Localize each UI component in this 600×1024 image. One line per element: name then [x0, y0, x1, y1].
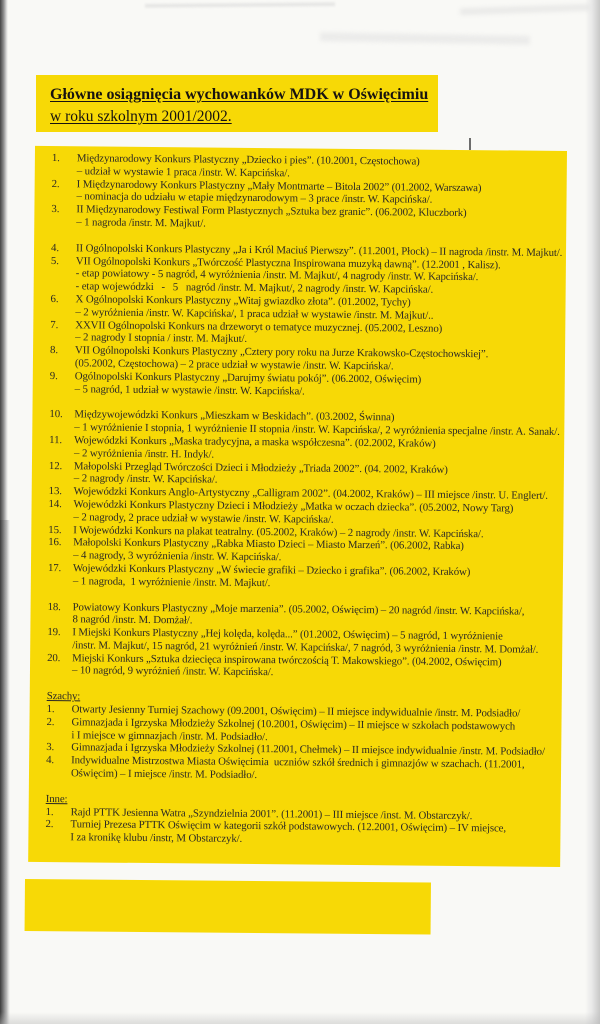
section-konkursy	[47, 152, 563, 682]
item-number: 6.	[50, 293, 59, 306]
item-text	[70, 819, 556, 849]
item-number: 4.	[46, 754, 55, 767]
list-item	[51, 255, 562, 298]
list-item	[47, 652, 558, 682]
item-line: – udział w wystawie 1 praca /instr. W. Kapcińska/.	[76, 165, 290, 180]
item-line: Gimnazjada i Igrzyska Młodzieży Szkolnej (10.2001, Oświęcim) – II miejsce w szkołach podstawowych	[71, 716, 516, 733]
item-line: – 1 wyróżnienie I stopnia, 1 wyróżnienie II stopnia /instr. W. Kapcińska/, 2 wyróżnienia specjalne /instr. A. Sanak/.	[74, 421, 560, 439]
item-line: (05.2002, Częstochowa) – 2 prace udział w wystawie /instr. W. Kapcińska/.	[74, 357, 394, 373]
list-item	[51, 203, 562, 233]
item-line: I Miejski Konkurs Plastyczny „Hej kolęda, kolęda...” (01.2002, Oświęcim) – 5 nagród, 1 wyróżnienie	[72, 626, 503, 643]
document-subtitle: w roku szkolnym 2001/2002.	[50, 108, 232, 125]
item-text	[76, 203, 562, 233]
item-line: II Międzynarodowy Festiwal Form Plastycznych „Sztuka bez granic”. (06.2002, Kluczbork)	[76, 203, 467, 220]
item-line: – 10 nagród, 9 wyróżnień /instr. W. Kapcińska/.	[71, 664, 274, 679]
item-group	[46, 703, 558, 785]
book-spine-shadow-lower	[0, 520, 10, 1024]
bottom-scan-shadow	[0, 1012, 600, 1024]
item-line: Ogólnopolski Konkurs Plastyczny „Darujmy światu pokój”. (06.2002, Oświęcim)	[74, 370, 422, 386]
item-number: 14.	[48, 497, 62, 511]
item-line: – 2 nagrody I stopnia / instr. M. Majkut/.	[75, 331, 248, 346]
item-line: I Wojewódzki Konkurs na plakat teatralny. (05.2002, Kraków) – 2 nagrody /instr. W. Kapcińska/.	[73, 523, 484, 540]
scan-tick-mark	[469, 138, 471, 150]
item-line: – 1 nagroda /instr. M. Majkut/.	[76, 216, 206, 230]
item-number: 3.	[46, 741, 55, 754]
item-line: X Ogólnopolski Konkurs Plastyczny „Witaj gwiazdko złota”. (01.2002, Tychy)	[75, 293, 411, 309]
item-number: 11.	[49, 433, 63, 447]
item-line: Oświęcim) – I miejsce /instr. M. Podsiadło/.	[70, 767, 258, 782]
item-number: 15.	[48, 523, 62, 536]
item-text	[76, 255, 562, 298]
item-number: 4.	[50, 241, 60, 254]
item-line: Wojewódzki Konkurs Plastyczny „W świecie grafiki – Dziecko i grafika”. (06.2002, Kraków)	[72, 562, 471, 578]
section-szachy	[46, 690, 558, 784]
item-number: 1.	[46, 703, 55, 716]
item-line: 8 nagród /instr. M. Domżał/.	[72, 613, 193, 627]
item-group	[51, 152, 563, 234]
item-number: 1.	[51, 152, 60, 165]
item-text	[75, 370, 561, 400]
scan-smudge	[320, 32, 530, 45]
item-text	[71, 755, 557, 785]
section-heading-inne: Inne:	[45, 792, 68, 806]
item-line: Małopolski Konkurs Plastyczny „Rabka Miasto Dzieci – Miasto Marzeń”. (06.2002, Rabka)	[73, 536, 464, 553]
document-title: Główne osiągnięcia wychowanków MDK w Oświęcimiu	[50, 86, 429, 103]
item-line: i I miejsce w gimnazjach /instr. M. Podsiadło/.	[71, 728, 268, 743]
item-number: 19.	[47, 626, 61, 639]
item-line: Wojewódzki Konkurs Anglo-Artystyczny „Calligram 2002”. (04.2002, Kraków) – III miejsce /instr. U. Englert/.	[73, 485, 548, 502]
item-line: Miejski Konkurs „Sztuka dziecięca inspirowana twórczością T. Makowskiego”. (04.2002, Oświęcim)	[72, 651, 502, 669]
item-line: – 4 nagrody, 3 wyróżnienia /instr. W. Kapcińska/.	[73, 549, 282, 564]
item-line: XXVII Ogólnopolski Konkurs na drzeworyt o tematyce muzycznej. (05.2002, Leszno)	[75, 318, 443, 335]
item-number: 10.	[49, 408, 63, 421]
item-number: 2.	[51, 177, 60, 190]
item-line: – 1 nagroda, 1 wyróżnienie /instr. M. Majkut/.	[72, 574, 271, 589]
item-number: 13.	[48, 485, 62, 498]
item-number: 18.	[47, 600, 61, 613]
item-number: 16.	[48, 536, 62, 549]
item-group	[47, 601, 559, 683]
item-group	[48, 408, 561, 592]
list-item	[48, 562, 559, 592]
item-group	[45, 806, 556, 849]
list-item	[50, 370, 561, 400]
section-inne	[45, 793, 556, 849]
item-number: 20.	[47, 651, 61, 664]
item-group	[50, 242, 562, 400]
item-line: Powiatowy Konkurs Plastyczny „Moje marzenia”. (05.2002, Oświęcim) – 20 nagród /instr. W. Kapcińska/,	[72, 600, 525, 618]
list-item	[46, 754, 557, 784]
item-number: 2.	[45, 818, 54, 831]
item-line: VII Ogólnopolski Konkurs Plastyczny „Cztery pory roku na Jurze Krakowsko-Częstochowskiej”.	[75, 344, 489, 361]
item-number: 3.	[51, 203, 60, 216]
content-highlight-block	[28, 146, 567, 867]
item-number: 7.	[50, 318, 59, 331]
item-number: 12.	[48, 459, 63, 472]
item-line: – 2 nagrody /instr. W. Kapcińska/.	[73, 472, 218, 486]
item-line: I za kronikę klubu /instr, M Obstarczyk/.	[70, 831, 243, 846]
list-item	[45, 818, 556, 848]
item-line: Indywidualne Mistrzostwa Miasta Oświęcimia uczniów szkół średnich i gimnazjów w szachach. (11.2001,	[71, 754, 525, 771]
item-line: Rajd PTTK Jesienna Watra „Szyndzielnia 2001”. (11.2001) – III miejsce /inst. M. Obstarczyk/.	[70, 805, 473, 822]
item-line: II Ogólnopolski Konkurs Plastyczny „Ja i Król Maciuś Pierwszy”. (11.2001, Płock) – II nagroda /instr. M. Majkut/.	[75, 242, 563, 259]
item-number: 2.	[46, 715, 55, 728]
item-number: 1.	[45, 805, 54, 818]
bottom-highlight-strip	[25, 879, 431, 935]
item-number: 17.	[47, 561, 62, 575]
item-line: /instr. M. Majkut/, 15 nagród, 21 wyróżnień /instr. W. Kapcińska/, 7 nagród, 3 wyróżnienia /instr. M. Domżał/.	[72, 639, 539, 656]
scan-smudge	[145, 2, 335, 8]
item-line: Otwarty Jesienny Turniej Szachowy (09.2001, Oświęcim) – II miejsce indywidualnie /instr. M. Podsiadło/	[71, 703, 521, 720]
item-line: - etap powiatowy - 5 nagród, 4 wyróżnienia /instr. M. Majkut/, 4 nagrody /instr. W. Kapcińska/.	[75, 267, 479, 284]
achievement-lists	[45, 152, 563, 849]
title-highlight-block	[36, 75, 438, 132]
item-number: 8.	[50, 344, 59, 357]
item-line: Turniej Prezesa PTTK Oświęcim w kategorii szkół podstawowych. (12.2001, Oświęcim) – IV miejsce,	[70, 818, 507, 835]
item-number: 9.	[49, 369, 58, 382]
item-line: VII Ogólnopolski Konkurs „Twórczość Plastyczna Inspirowana muzyką dawną”. (12.2001 , Kalisz).	[75, 254, 501, 271]
item-line: – 5 nagród, 1 udział w wystawie /instr. W. Kapcińska/.	[74, 382, 305, 398]
item-line: – 2 nagrody, 2 prace udział w wystawie /instr. W. Kapcińska/.	[73, 510, 334, 526]
item-line: – 2 wyróżnienia /instr. H. Indyk/.	[74, 447, 215, 461]
section-heading-szachy: Szachy:	[46, 690, 81, 703]
item-line: – 2 wyróżnienia /instr. W. Kapcińska/, 1 praca udział w wystawie /instr. M. Majkut/..	[75, 306, 434, 322]
page-edge-shadow	[585, 0, 600, 1024]
item-line: Międzywojewódzki Konkurs „Mieszkam w Beskidach”. (03.2002, Świnna)	[74, 408, 395, 424]
item-text	[73, 562, 559, 592]
item-number: 5.	[50, 254, 59, 267]
item-line: – nominacja do udziału w etapie międzynarodowym – 3 prace /instr. W. Kapcińska/.	[76, 190, 433, 207]
item-line: Małopolski Przegląd Twórczości Dzieci i Młodzieży „Triada 2002”. (04. 2002, Kraków)	[73, 459, 448, 476]
item-line: Międzynarodowy Konkurs Plastyczny „Dziecko i pies”. (10.2001, Częstochowa)	[76, 152, 420, 168]
scan-smudge	[460, 4, 590, 16]
item-text	[72, 652, 558, 682]
item-line: I Międzynarodowy Konkurs Plastyczny „Mały Montmarte – Bitola 2002” (01.2002, Warszawa)	[76, 177, 482, 194]
item-line: Wojewódzki Konkurs „Maska tradycyjna, a maska współczesna”. (02.2002, Kraków)	[74, 434, 436, 450]
item-line: - etap wojewódzki - 5 nagród /instr. M. Majkut/, 2 nagrody /instr. W. Kapcińska/.	[75, 280, 434, 296]
item-line: Wojewódzki Konkurs Plastyczny Dzieci i Młodzieży „Matka w oczach dziecka”. (05.2002, Nowy Targ)	[73, 498, 514, 515]
item-line: Gimnazjada i Igrzyska Młodzieży Szkolnej (11.2001, Chełmek) – II miejsce indywidualnie /instr. M. Podsiadło/	[71, 741, 545, 759]
